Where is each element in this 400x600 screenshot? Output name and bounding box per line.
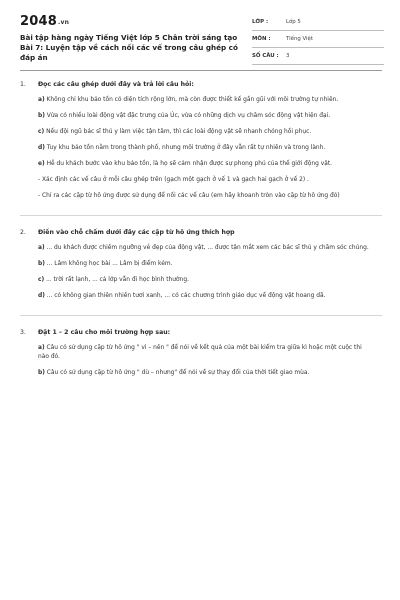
- item-text: Câu có sử dụng cặp từ hô ứng " vì – nên " để nói về kết quả của một bài kiểm tra giữa kì hoặc một cuộc thi nào đó.: [38, 345, 362, 360]
- meta-value: Lớp 5: [286, 19, 301, 25]
- logo-text: 2048: [20, 14, 57, 29]
- worksheet-meta: [252, 14, 384, 65]
- meta-row-count: [252, 48, 384, 65]
- item-label: a): [38, 345, 45, 351]
- question-3: [20, 328, 382, 378]
- header-divider: [20, 70, 382, 71]
- question-item: [20, 160, 382, 169]
- item-label: d): [38, 145, 45, 151]
- question-number: 1.: [20, 81, 26, 88]
- question-heading: [20, 328, 382, 337]
- question-1: [20, 80, 382, 201]
- item-text: Không chỉ khu bảo tồn có diện tích rộng lớn, mà còn được thiết kế gần gũi với môi trường tự nhiên.: [46, 97, 339, 103]
- worksheet-header: [20, 14, 382, 68]
- item-label: b): [38, 261, 45, 267]
- meta-row-grade: [252, 14, 384, 31]
- item-text: Nếu đội ngũ bác sĩ thú y làm việc tận tâm, thì các loài động vật sẽ nhanh chóng hồi phục.: [46, 129, 312, 135]
- item-text: Câu có sử dụng cặp từ hô ứng " dù – nhưng" để nói về sự thay đổi của thời tiết giao mùa.: [46, 370, 310, 376]
- question-item: [20, 276, 382, 285]
- question-item: [20, 244, 382, 253]
- question-item: [20, 128, 382, 137]
- item-text: Vừa có nhiều loài động vật đặc trưng của Úc, vừa có những dịch vụ chăm sóc động vật hiện đại.: [46, 113, 331, 119]
- question-prompt: Đặt 1 – 2 câu cho môi trường hợp sau:: [38, 329, 171, 336]
- logo-domain: .vn: [57, 19, 70, 26]
- question-heading: [20, 80, 382, 89]
- question-item: [20, 112, 382, 121]
- meta-value: 3: [286, 53, 290, 59]
- task-instruction: - Xác định các vế câu ở mỗi câu ghép trên (gạch một gạch ở vế 1 và gạch hai gạch ở vế 2) .: [38, 177, 309, 183]
- meta-row-subject: [252, 31, 384, 48]
- question-item: [20, 292, 382, 301]
- item-label: b): [38, 113, 45, 119]
- question-item: [20, 144, 382, 153]
- meta-key: MÔN :: [252, 36, 271, 42]
- item-text: ... trời rất lạnh, ... cả lớp vẫn đi học bình thường.: [46, 277, 189, 283]
- item-label: a): [38, 97, 45, 103]
- question-number: 3.: [20, 329, 26, 336]
- question-heading: [20, 228, 382, 237]
- meta-key: SỐ CÂU :: [252, 53, 279, 59]
- question-number: 2.: [20, 229, 26, 236]
- item-label: d): [38, 293, 45, 299]
- worksheet-title: Bài tập hàng ngày Tiếng Việt lớp 5 Chân trời sáng tạo Bài 7: Luyện tập về cách nối các vế trong câu ghép có đáp án: [20, 33, 238, 62]
- meta-value: Tiếng Việt: [286, 36, 313, 42]
- item-text: ... Lâm không học bài ... Lâm bị điểm kém.: [46, 261, 173, 267]
- site-logo[interactable]: [20, 14, 69, 29]
- task-instruction: - Chỉ ra các cặp từ hô ứng được sử dụng để nối các vế câu (em hãy khoanh tròn vào cặp từ hô ứng đó): [38, 193, 340, 199]
- item-label: c): [38, 129, 45, 135]
- question-prompt: Đọc các câu ghép dưới đây và trả lời câu hỏi:: [38, 81, 194, 88]
- question-prompt: Điền vào chỗ chấm dưới đây các cặp từ hô ứng thích hợp: [38, 229, 235, 236]
- item-label: b): [38, 370, 45, 376]
- question-divider: [20, 315, 382, 316]
- question-item: [20, 369, 382, 378]
- question-item: [20, 344, 382, 362]
- question-item: [20, 96, 382, 105]
- question-divider: [20, 215, 382, 216]
- item-label: e): [38, 161, 45, 167]
- item-text: ... có không gian thiên nhiên tươi xanh, ... có các chương trình giáo dục về động vật hoang dã.: [46, 293, 326, 299]
- item-text: ... du khách được chiêm ngưỡng vẻ đẹp của động vật, ... được tận mắt xem các bác sĩ thú y chăm sóc chúng.: [46, 245, 369, 251]
- question-2: [20, 228, 382, 301]
- question-item: [20, 260, 382, 269]
- item-text: Hễ du khách bước vào khu bảo tồn, là họ sẽ cảm nhận được sự phong phú của thế giới động vật.: [46, 161, 333, 167]
- item-label: a): [38, 245, 45, 251]
- meta-key: LỚP :: [252, 19, 269, 25]
- questions-list: [20, 80, 382, 392]
- item-label: c): [38, 277, 45, 283]
- item-text: Tuy khu bảo tồn nằm trong thành phố, nhưng môi trường ở đây vẫn rất tự nhiên và trong lành.: [46, 145, 326, 151]
